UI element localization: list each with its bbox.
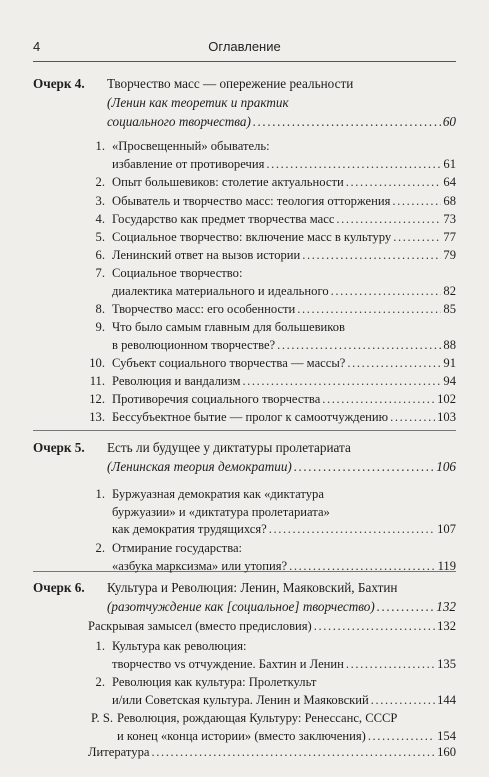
toc-entry-text: Социальное творчество: включение масс в культуру bbox=[112, 230, 392, 244]
toc-entry-page[interactable]: 135 bbox=[437, 656, 456, 671]
toc-entry-leader bbox=[88, 743, 456, 761]
item-number: 1. bbox=[95, 139, 105, 153]
essay-subtitle-leader bbox=[107, 458, 456, 476]
toc-entry-page[interactable]: 64 bbox=[443, 175, 456, 189]
essay-subtitle: (Ленин как теоретик и практик bbox=[107, 95, 289, 110]
toc-entry-text: Социальное творчество: bbox=[112, 266, 243, 280]
toc-entry-leader bbox=[112, 210, 456, 228]
toc-entry-text: Отмирание государства: bbox=[112, 541, 243, 555]
essay-title-line bbox=[0, 439, 489, 457]
toc-entry-line bbox=[0, 210, 489, 228]
item-number: 4. bbox=[95, 212, 105, 226]
essay-title-line bbox=[0, 579, 489, 597]
toc-entry-text: Творчество масс: его особенности bbox=[112, 302, 296, 316]
toc-entry-page[interactable]: 61 bbox=[443, 156, 456, 171]
toc-entry-text-line bbox=[0, 673, 489, 691]
toc-entry-leader bbox=[112, 300, 456, 318]
dot-leader bbox=[346, 173, 442, 191]
dot-leader bbox=[266, 155, 441, 173]
toc-entry-page[interactable]: 88 bbox=[443, 337, 456, 352]
dot-leader bbox=[393, 228, 441, 246]
item-number: 1. bbox=[95, 639, 105, 653]
toc-entry-page[interactable]: 144 bbox=[437, 692, 456, 707]
toc-entry-text-line bbox=[0, 709, 489, 727]
page-title: Оглавление bbox=[208, 39, 281, 54]
dot-leader bbox=[347, 354, 441, 372]
toc-entry-text: как демократия трудящихся? bbox=[112, 522, 267, 537]
toc-entry-line bbox=[0, 228, 489, 246]
toc-entry-leader bbox=[112, 228, 456, 246]
essay-number: Очерк 4. bbox=[33, 76, 85, 91]
toc-entry-text-line bbox=[0, 264, 489, 282]
toc-entry-page[interactable]: 107 bbox=[437, 522, 456, 537]
essay-subtitle-leader bbox=[107, 113, 456, 131]
dot-leader bbox=[151, 743, 435, 761]
item-number: 7. bbox=[95, 266, 105, 280]
essay-title: Культура и Революция: Ленин, Маяковский, Бахтин bbox=[107, 580, 398, 595]
toc-entry-line bbox=[0, 691, 489, 709]
item-number: P. S. bbox=[90, 711, 113, 725]
toc-entry-text: и конец «конца истории» (вместо заключения) bbox=[117, 728, 366, 743]
essay-subtitle-page[interactable]: 106 bbox=[436, 459, 456, 474]
toc-entry-line bbox=[0, 655, 489, 673]
toc-entry-page[interactable]: 103 bbox=[437, 410, 456, 424]
toc-entry-leader bbox=[112, 336, 456, 354]
toc-entry-page[interactable]: 68 bbox=[443, 194, 456, 208]
dot-leader bbox=[277, 336, 441, 354]
toc-entry-text: Литература bbox=[88, 745, 150, 759]
essay-subtitle-text: (Ленинская теория демократии) bbox=[107, 459, 292, 474]
dot-leader bbox=[390, 408, 435, 426]
essay-subtitle-page[interactable]: 60 bbox=[442, 114, 456, 129]
toc-entry-page[interactable]: 85 bbox=[443, 302, 456, 316]
toc-entry-line bbox=[0, 282, 489, 300]
essay-subtitle-line bbox=[0, 458, 489, 476]
page-number: 4 bbox=[33, 39, 41, 54]
item-number: 3. bbox=[95, 194, 105, 208]
toc-entry-text-line bbox=[0, 137, 489, 155]
toc-entry-page[interactable]: 94 bbox=[443, 374, 456, 388]
toc-entry-leader bbox=[112, 691, 456, 709]
essay-subtitle-text: (разотчуждение как [социальное] творчество) bbox=[107, 599, 375, 614]
toc-entry-text: и/или Советская культура. Ленин и Маяковский bbox=[112, 692, 369, 707]
essay-number: Очерк 5. bbox=[33, 440, 85, 455]
toc-entry-text: Революция как культура: Пролеткульт bbox=[112, 675, 317, 689]
toc-entry-text: избавление от противоречия bbox=[112, 156, 265, 171]
toc-entry-line bbox=[0, 300, 489, 318]
toc-entry-line bbox=[0, 354, 489, 372]
item-number: 2. bbox=[95, 675, 105, 689]
dot-leader bbox=[289, 557, 435, 575]
toc-entry-line bbox=[0, 520, 489, 538]
item-number: 2. bbox=[95, 175, 105, 189]
toc-entry-page[interactable]: 77 bbox=[443, 230, 456, 244]
item-number: 8. bbox=[95, 302, 105, 316]
toc-entry-page[interactable]: 79 bbox=[443, 248, 456, 262]
toc-entry-text: Революция и вандализм bbox=[112, 374, 241, 388]
toc-entry-leader bbox=[112, 282, 456, 300]
toc-entry-text: Опыт большевиков: столетие актуальности bbox=[112, 175, 344, 189]
toc-entry-text-line bbox=[0, 485, 489, 503]
dot-leader bbox=[302, 246, 441, 264]
toc-entry-page[interactable]: 119 bbox=[437, 558, 456, 573]
dot-leader bbox=[269, 520, 435, 538]
toc-entry-text-line bbox=[0, 318, 489, 336]
toc-entry-text: Раскрывая замысел (вместо предисловия) bbox=[88, 619, 312, 633]
toc-entry-leader bbox=[112, 520, 456, 538]
toc-entry-page[interactable]: 132 bbox=[437, 619, 456, 633]
toc-entry-text-line bbox=[0, 503, 489, 521]
toc-entry-leader bbox=[112, 408, 456, 426]
dot-leader bbox=[242, 372, 441, 390]
toc-entry-line bbox=[0, 408, 489, 426]
toc-entry-text-line bbox=[0, 539, 489, 557]
essay-subtitle-leader bbox=[107, 598, 456, 616]
item-number: 1. bbox=[95, 487, 105, 501]
item-number: 10. bbox=[89, 356, 105, 370]
toc-entry-line bbox=[0, 173, 489, 191]
toc-entry-text: Противоречия социального творчества bbox=[112, 392, 321, 406]
toc-entry-page[interactable]: 160 bbox=[437, 745, 456, 759]
dot-leader bbox=[392, 192, 441, 210]
toc-entry-page[interactable]: 82 bbox=[443, 283, 456, 298]
toc-entry-text: творчество vs отчуждение. Бахтин и Ленин bbox=[112, 656, 344, 671]
toc-entry-leader bbox=[112, 557, 456, 575]
dot-leader bbox=[297, 300, 441, 318]
toc-entry-leader bbox=[112, 192, 456, 210]
toc-entry-page[interactable]: 102 bbox=[437, 392, 456, 406]
toc-entry-text: Ленинский ответ на вызов истории bbox=[112, 248, 301, 262]
item-number: 12. bbox=[89, 392, 105, 406]
toc-entry-line bbox=[0, 155, 489, 173]
dot-leader bbox=[368, 727, 435, 745]
toc-entry-line bbox=[0, 390, 489, 408]
toc-entry-text: Государство как предмет творчества масс bbox=[112, 212, 335, 226]
essay-title-line bbox=[0, 75, 489, 93]
dot-leader bbox=[253, 113, 441, 131]
toc-entry-text: Бессубъектное бытие — пролог к самоотчуждению bbox=[112, 410, 389, 424]
header-rule bbox=[33, 61, 456, 62]
toc-entry-text: Революция, рождающая Культуру: Ренессанс, СССР bbox=[117, 711, 398, 725]
toc-entry-text: Субъект социального творчества — массы? bbox=[112, 356, 346, 370]
toc-entry-leader bbox=[112, 173, 456, 191]
toc-entry-leader bbox=[112, 390, 456, 408]
essay-subtitle-page[interactable]: 132 bbox=[436, 599, 456, 614]
essay-subtitle-line bbox=[0, 94, 489, 112]
dot-leader bbox=[371, 691, 435, 709]
essay-subtitle-text: социального творчества) bbox=[107, 114, 251, 129]
toc-entry-leader bbox=[112, 155, 456, 173]
dot-leader bbox=[314, 617, 435, 635]
toc-entry-text: Что было самым главным для большевиков bbox=[112, 320, 346, 334]
toc-entry-page[interactable]: 154 bbox=[437, 728, 456, 743]
toc-entry-leader bbox=[112, 372, 456, 390]
toc-entry-line bbox=[0, 743, 489, 761]
toc-entry-line bbox=[0, 246, 489, 264]
toc-entry-leader bbox=[112, 655, 456, 673]
toc-entry-line bbox=[0, 372, 489, 390]
dot-leader bbox=[377, 598, 434, 616]
item-number: 6. bbox=[95, 248, 105, 262]
dot-leader bbox=[294, 458, 434, 476]
essay-subtitle-line bbox=[0, 598, 489, 616]
toc-entry-page[interactable]: 73 bbox=[443, 212, 456, 226]
toc-entry-text: Культура как революция: bbox=[112, 639, 247, 653]
essay-subtitle-line bbox=[0, 113, 489, 131]
toc-entry-leader bbox=[112, 354, 456, 372]
toc-entry-text: «азбука марксизма» или утопия? bbox=[112, 558, 288, 573]
toc-entry-leader bbox=[117, 727, 456, 745]
dot-leader bbox=[336, 210, 441, 228]
toc-entry-line bbox=[0, 192, 489, 210]
dot-leader bbox=[322, 390, 435, 408]
toc-entry-text-line bbox=[0, 637, 489, 655]
toc-entry-text: диалектика материального и идеального bbox=[112, 283, 329, 298]
toc-entry-line bbox=[0, 617, 489, 635]
item-number: 11. bbox=[89, 374, 105, 388]
essay-title: Творчество масс — опережение реальности bbox=[107, 76, 354, 91]
toc-entry-text: буржуазии» и «диктатура пролетариата» bbox=[112, 504, 330, 519]
toc-entry-page[interactable]: 91 bbox=[443, 356, 456, 370]
toc-entry-text: в революционном творчестве? bbox=[112, 337, 276, 352]
toc-entry-text: Буржуазная демократия как «диктатура bbox=[112, 487, 324, 501]
item-number: 5. bbox=[95, 230, 105, 244]
toc-entry-text: Обыватель и творчество масс: теология отторжения bbox=[112, 194, 391, 208]
item-number: 13. bbox=[89, 410, 105, 424]
toc-entry-line bbox=[0, 557, 489, 575]
toc-entry-leader bbox=[88, 617, 456, 635]
item-number: 2. bbox=[95, 541, 105, 555]
toc-entry-text: «Просвещенный» обыватель: bbox=[112, 139, 270, 153]
section-divider bbox=[33, 430, 456, 431]
essay-title: Есть ли будущее у диктатуры пролетариата bbox=[107, 440, 351, 455]
dot-leader bbox=[346, 655, 435, 673]
toc-entry-leader bbox=[112, 246, 456, 264]
essay-number: Очерк 6. bbox=[33, 580, 85, 595]
dot-leader bbox=[331, 282, 442, 300]
toc-entry-line bbox=[0, 336, 489, 354]
toc-entry-line bbox=[0, 727, 489, 745]
item-number: 9. bbox=[95, 320, 105, 334]
